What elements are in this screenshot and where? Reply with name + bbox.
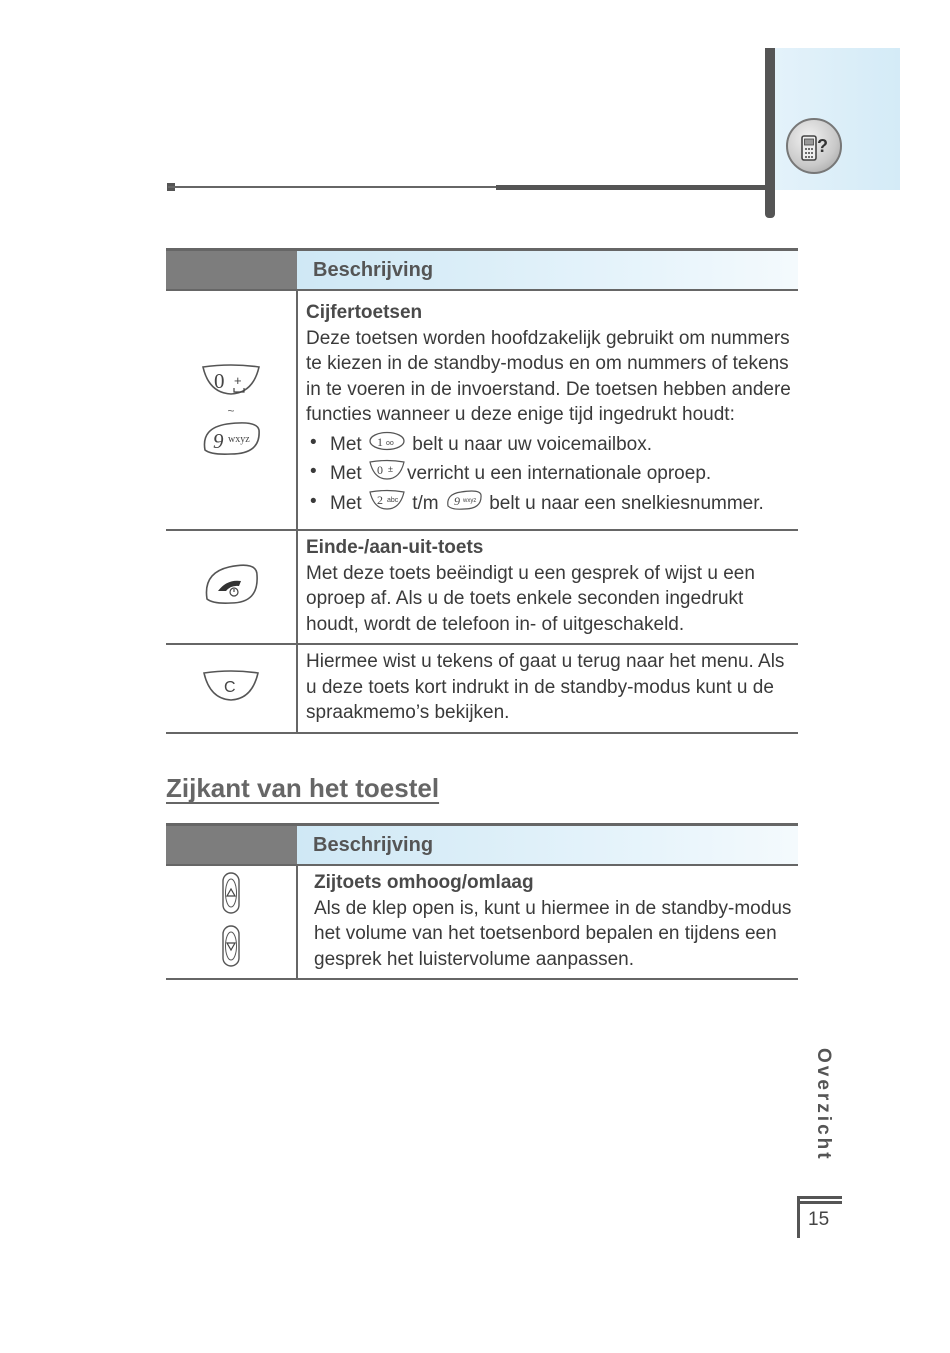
phone-help-icon xyxy=(786,118,842,174)
bullet-list xyxy=(306,430,792,519)
row-text: Met deze toets beëindigt u een gesprek of wijst u een oproep af. Als u de toets enkele seconden ingedrukt houdt, wordt de telefoon in- of uitgeschakeld. xyxy=(306,562,755,635)
svg-text:wxyz: wxyz xyxy=(228,434,250,445)
list-item: • Met 1 oo belt u naar uw voicemailbox. xyxy=(308,430,792,460)
header-rule-thin xyxy=(168,186,498,188)
svg-text:9: 9 xyxy=(213,429,224,453)
row-text: Hiermee wist u tekens of gaat u terug naar het menu. Als u deze toets kort indrukt in de standby-modus kunt u de spraakmemo’s bekijken. xyxy=(306,651,785,723)
header-rule-thick xyxy=(496,185,768,190)
row-title: Einde-/aan-uit-toets xyxy=(306,537,484,558)
einde-aan-uit-description xyxy=(297,530,798,644)
key-0-icon xyxy=(166,363,296,402)
svg-text:oo: oo xyxy=(385,439,394,447)
side-up-key-icon xyxy=(166,871,296,920)
key-2-icon xyxy=(367,489,407,519)
key-0-small-icon xyxy=(367,459,407,489)
header-vertical-bar xyxy=(765,48,775,218)
svg-text:+: + xyxy=(234,373,242,388)
svg-text:1: 1 xyxy=(376,434,383,449)
chapter-header-box xyxy=(772,48,900,190)
section-title: Zijkant van het toestel xyxy=(166,773,440,803)
svg-text:C: C xyxy=(224,678,236,696)
description-column-header: Beschrijving xyxy=(297,825,798,866)
svg-text:abc: abc xyxy=(386,496,399,504)
page-number: 15 xyxy=(808,1209,830,1230)
svg-text:0: 0 xyxy=(376,463,383,477)
range-separator: ~ xyxy=(227,404,235,418)
key-9-small-icon xyxy=(444,489,484,519)
row-text: Deze toetsen worden hoofdzakelijk gebruikt om nummers te kiezen in de standby-modus en om nummers of tekens in te voeren in de invoerstand. De toetsen hebben andere functies wanneer u deze enige tijd ingedrukt houdt: xyxy=(306,327,791,425)
svg-text:0: 0 xyxy=(214,369,225,393)
list-item: • Met 0 ± verricht u een internationale oproep. xyxy=(308,459,792,489)
row-title: Zijtoets omhoog/omlaag xyxy=(314,872,534,893)
table-row xyxy=(166,865,798,979)
description-column-header: Beschrijving xyxy=(297,250,798,291)
end-power-key-icon xyxy=(166,563,296,612)
page-number-rule xyxy=(797,1196,800,1238)
svg-text:±: ± xyxy=(387,464,393,474)
side-keys-description xyxy=(297,865,798,979)
keys-table xyxy=(166,248,798,734)
clear-key-description xyxy=(297,644,798,733)
table-row xyxy=(166,530,798,644)
key-9-icon xyxy=(166,420,296,463)
page-number-bar xyxy=(797,1196,842,1204)
key-1-icon xyxy=(367,430,407,460)
list-item: • Met 2 abc t/m 9 wxyz belt u naar een snelkiesnummer. xyxy=(308,489,792,519)
svg-text:?: ? xyxy=(817,136,828,156)
chapter-side-tab: Overzicht xyxy=(813,1048,834,1162)
row-text: Als de klep open is, kunt u hiermee in de standby-modus het volume van het toetsenbord bepalen en tijdens een gesprek het luistervolume aanpassen. xyxy=(314,897,792,970)
row-title: Cijfertoetsen xyxy=(306,302,423,323)
svg-text:2: 2 xyxy=(376,492,383,507)
cijfertoetsen-description xyxy=(297,290,798,530)
side-keys-table xyxy=(166,823,798,980)
key-column-header xyxy=(166,825,297,866)
svg-text:9: 9 xyxy=(453,493,460,508)
table-row xyxy=(166,644,798,733)
svg-text:wxyz: wxyz xyxy=(462,497,477,504)
key-column-header xyxy=(166,250,297,291)
table-row xyxy=(166,290,798,530)
clear-key-icon xyxy=(166,669,296,708)
side-down-key-icon xyxy=(166,924,296,973)
